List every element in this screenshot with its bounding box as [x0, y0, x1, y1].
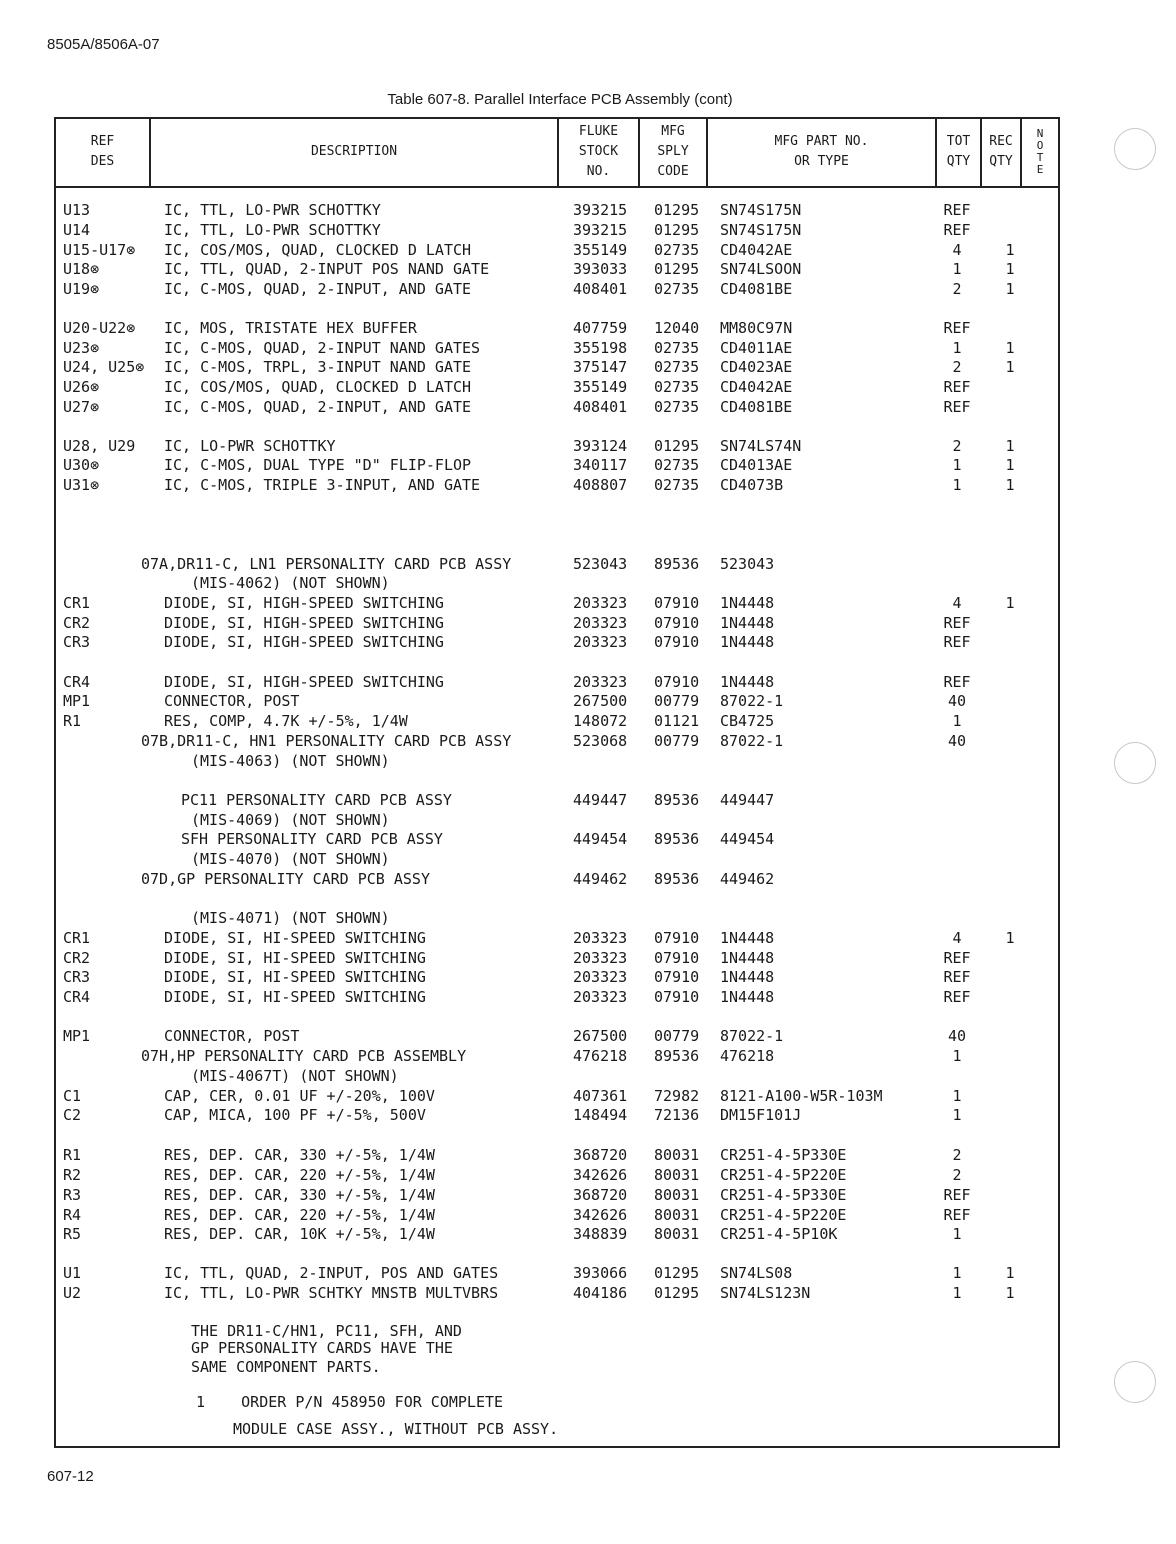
mfg-part-no: 1N4448 [720, 968, 775, 986]
description: RES, DEP. CAR, 220 +/-5%, 1/4W [164, 1166, 435, 1184]
header-ref-des: REF DES [90, 134, 115, 169]
rec-qty: 1 [1005, 456, 1015, 474]
tot-qty: REF [943, 673, 971, 691]
mfg-sply-code: 00779 [654, 692, 700, 710]
tot-qty: 1 [952, 1225, 962, 1243]
mfg-part-no: SN74LSOON [720, 260, 802, 278]
mfg-sply-code: 72136 [654, 1106, 700, 1124]
mfg-sply-code: 07910 [654, 614, 700, 632]
fluke-stock-no: 375147 [573, 358, 628, 376]
description: (MIS-4063) (NOT SHOWN) [191, 752, 390, 770]
tot-qty: REF [943, 1186, 971, 1204]
mfg-part-no: CD4073B [720, 476, 784, 494]
ref-des: R3 [63, 1186, 82, 1204]
mfg-part-no: SN74LS08 [720, 1264, 793, 1282]
description: 07A,DR11-C, LN1 PERSONALITY CARD PCB ASSY [141, 555, 512, 573]
rec-qty: 1 [1005, 929, 1015, 947]
rec-qty: 1 [1005, 1284, 1015, 1302]
description: (MIS-4070) (NOT SHOWN) [191, 850, 390, 868]
rec-qty: 1 [1005, 358, 1015, 376]
mfg-sply-code: 02735 [654, 476, 700, 494]
mfg-sply-code: 80031 [654, 1186, 700, 1204]
description: 07D,GP PERSONALITY CARD PCB ASSY [141, 870, 430, 888]
mfg-part-no: CD4013AE [720, 456, 793, 474]
description: 07B,DR11-C, HN1 PERSONALITY CARD PCB ASSY [141, 732, 512, 750]
description: DIODE, SI, HI-SPEED SWITCHING [164, 988, 426, 1006]
fluke-stock-no: 203323 [573, 968, 628, 986]
description: DIODE, SI, HIGH-SPEED SWITCHING [164, 594, 444, 612]
fluke-stock-no: 203323 [573, 614, 628, 632]
description: RES, COMP, 4.7K +/-5%, 1/4W [164, 712, 408, 730]
ref-des: U24, U25⊗ [63, 358, 145, 376]
header-description: DESCRIPTION [310, 144, 398, 159]
tot-qty: REF [943, 319, 971, 337]
description: IC, C-MOS, QUAD, 2-INPUT, AND GATE [164, 280, 472, 298]
mfg-part-no: SN74LS74N [720, 437, 802, 455]
mfg-part-no: CB4725 [720, 712, 775, 730]
mfg-sply-code: 89536 [654, 830, 700, 848]
ref-des: U14 [63, 221, 91, 239]
mfg-sply-code: 00779 [654, 1027, 700, 1045]
ref-des: CR4 [63, 988, 91, 1006]
mfg-sply-code: 07910 [654, 988, 700, 1006]
mfg-sply-code: 89536 [654, 555, 700, 573]
description: MODULE CASE ASSY., WITHOUT PCB ASSY. [233, 1420, 559, 1438]
ref-des: U13 [63, 201, 91, 219]
description: GP PERSONALITY CARDS HAVE THE [191, 1339, 453, 1357]
description: THE DR11-C/HN1, PC11, SFH, AND [191, 1322, 462, 1340]
header-tot-qty: TOT QTY [946, 134, 971, 169]
mfg-sply-code: 89536 [654, 870, 700, 888]
mfg-sply-code: 02735 [654, 378, 700, 396]
ref-des: U15-U17⊗ [63, 241, 136, 259]
description: CAP, CER, 0.01 UF +/-20%, 100V [164, 1087, 435, 1105]
rec-qty: 1 [1005, 339, 1015, 357]
fluke-stock-no: 449447 [573, 791, 628, 809]
tot-qty: REF [943, 221, 971, 239]
header-fluke-stock: FLUKE STOCK NO. [578, 124, 619, 179]
description: IC, TTL, QUAD, 2-INPUT, POS AND GATES [164, 1264, 499, 1282]
description: 07H,HP PERSONALITY CARD PCB ASSEMBLY [141, 1047, 467, 1065]
mfg-part-no: CR251-4-5P10K [720, 1225, 838, 1243]
description: SFH PERSONALITY CARD PCB ASSY [181, 830, 443, 848]
fluke-stock-no: 340117 [573, 456, 628, 474]
tot-qty: REF [943, 201, 971, 219]
description: DIODE, SI, HI-SPEED SWITCHING [164, 929, 426, 947]
description: RES, DEP. CAR, 330 +/-5%, 1/4W [164, 1186, 435, 1204]
tot-qty: 40 [947, 692, 967, 710]
mfg-sply-code: 02735 [654, 280, 700, 298]
ref-des: C1 [63, 1087, 82, 1105]
description: DIODE, SI, HIGH-SPEED SWITCHING [164, 614, 444, 632]
mfg-part-no: SN74LS123N [720, 1284, 811, 1302]
fluke-stock-no: 348839 [573, 1225, 628, 1243]
table-frame [54, 117, 1060, 1448]
description: DIODE, SI, HIGH-SPEED SWITCHING [164, 673, 444, 691]
tot-qty: 4 [952, 594, 962, 612]
ref-des: U18⊗ [63, 260, 100, 278]
binder-hole [1114, 742, 1156, 784]
ref-des: CR2 [63, 949, 91, 967]
fluke-stock-no: 342626 [573, 1166, 628, 1184]
description: (MIS-4071) (NOT SHOWN) [191, 909, 390, 927]
tot-qty: 1 [952, 339, 962, 357]
description: RES, DEP. CAR, 10K +/-5%, 1/4W [164, 1225, 435, 1243]
mfg-sply-code: 02735 [654, 358, 700, 376]
fluke-stock-no: 342626 [573, 1206, 628, 1224]
description: IC, C-MOS, TRPL, 3-INPUT NAND GATE [164, 358, 472, 376]
mfg-sply-code: 89536 [654, 1047, 700, 1065]
mfg-part-no: 1N4448 [720, 614, 775, 632]
mfg-sply-code: 07910 [654, 968, 700, 986]
mfg-part-no: CD4023AE [720, 358, 793, 376]
fluke-stock-no: 355149 [573, 241, 628, 259]
tot-qty: 2 [952, 358, 962, 376]
mfg-part-no: SN74S175N [720, 201, 802, 219]
mfg-part-no: 476218 [720, 1047, 775, 1065]
description: DIODE, SI, HIGH-SPEED SWITCHING [164, 633, 444, 651]
fluke-stock-no: 404186 [573, 1284, 628, 1302]
mfg-sply-code: 02735 [654, 398, 700, 416]
mfg-sply-code: 89536 [654, 791, 700, 809]
fluke-stock-no: 393215 [573, 221, 628, 239]
rec-qty: 1 [1005, 594, 1015, 612]
description: IC, TTL, QUAD, 2-INPUT POS NAND GATE [164, 260, 490, 278]
description: IC, C-MOS, QUAD, 2-INPUT NAND GATES [164, 339, 481, 357]
fluke-stock-no: 523043 [573, 555, 628, 573]
ref-des: CR3 [63, 968, 91, 986]
description: IC, COS/MOS, QUAD, CLOCKED D LATCH [164, 241, 472, 259]
ref-des: U27⊗ [63, 398, 100, 416]
description: 1 ORDER P/N 458950 FOR COMPLETE [196, 1393, 504, 1411]
fluke-stock-no: 267500 [573, 1027, 628, 1045]
ref-des: U19⊗ [63, 280, 100, 298]
rec-qty: 1 [1005, 1264, 1015, 1282]
tot-qty: 4 [952, 241, 962, 259]
fluke-stock-no: 408401 [573, 280, 628, 298]
ref-des: R4 [63, 1206, 82, 1224]
rec-qty: 1 [1005, 476, 1015, 494]
tot-qty: 1 [952, 260, 962, 278]
mfg-part-no: 8121-A100-W5R-103M [720, 1087, 883, 1105]
mfg-sply-code: 02735 [654, 456, 700, 474]
description: IC, LO-PWR SCHOTTKY [164, 437, 336, 455]
mfg-sply-code: 07910 [654, 594, 700, 612]
fluke-stock-no: 407759 [573, 319, 628, 337]
fluke-stock-no: 449462 [573, 870, 628, 888]
fluke-stock-no: 408401 [573, 398, 628, 416]
description: RES, DEP. CAR, 330 +/-5%, 1/4W [164, 1146, 435, 1164]
mfg-sply-code: 00779 [654, 732, 700, 750]
mfg-part-no: 523043 [720, 555, 775, 573]
fluke-stock-no: 393124 [573, 437, 628, 455]
fluke-stock-no: 203323 [573, 673, 628, 691]
description: (MIS-4067T) (NOT SHOWN) [191, 1067, 399, 1085]
description: DIODE, SI, HI-SPEED SWITCHING [164, 949, 426, 967]
ref-des: C2 [63, 1106, 82, 1124]
ref-des: R2 [63, 1166, 82, 1184]
mfg-part-no: 87022-1 [720, 1027, 784, 1045]
fluke-stock-no: 148494 [573, 1106, 628, 1124]
tot-qty: REF [943, 968, 971, 986]
mfg-part-no: 1N4448 [720, 673, 775, 691]
description: PC11 PERSONALITY CARD PCB ASSY [181, 791, 452, 809]
mfg-sply-code: 80031 [654, 1146, 700, 1164]
header-mfg-sply: MFG SPLY CODE [657, 124, 689, 179]
tot-qty: REF [943, 949, 971, 967]
tot-qty: 4 [952, 929, 962, 947]
page-number: 607-12 [47, 1468, 94, 1485]
binder-hole [1114, 128, 1156, 170]
fluke-stock-no: 393033 [573, 260, 628, 278]
rec-qty: 1 [1005, 437, 1015, 455]
mfg-part-no: CD4042AE [720, 241, 793, 259]
ref-des: U2 [63, 1284, 82, 1302]
ref-des: CR4 [63, 673, 91, 691]
tot-qty: 1 [952, 712, 962, 730]
tot-qty: REF [943, 378, 971, 396]
description: CAP, MICA, 100 PF +/-5%, 500V [164, 1106, 426, 1124]
mfg-sply-code: 02735 [654, 241, 700, 259]
mfg-sply-code: 01295 [654, 201, 700, 219]
description: IC, TTL, LO-PWR SCHOTTKY [164, 201, 381, 219]
mfg-sply-code: 01295 [654, 1264, 700, 1282]
mfg-sply-code: 01295 [654, 260, 700, 278]
header-mfg-part: MFG PART NO. OR TYPE [774, 134, 869, 169]
mfg-part-no: 1N4448 [720, 929, 775, 947]
description: CONNECTOR, POST [164, 692, 300, 710]
ref-des: MP1 [63, 1027, 91, 1045]
mfg-sply-code: 01295 [654, 1284, 700, 1302]
ref-des: U23⊗ [63, 339, 100, 357]
mfg-part-no: 449454 [720, 830, 775, 848]
mfg-sply-code: 01295 [654, 221, 700, 239]
mfg-part-no: 1N4448 [720, 594, 775, 612]
mfg-part-no: CR251-4-5P330E [720, 1146, 847, 1164]
description: IC, C-MOS, QUAD, 2-INPUT, AND GATE [164, 398, 472, 416]
fluke-stock-no: 203323 [573, 929, 628, 947]
mfg-part-no: SN74S175N [720, 221, 802, 239]
mfg-part-no: DM15F101J [720, 1106, 802, 1124]
description: IC, TTL, LO-PWR SCHOTTKY [164, 221, 381, 239]
mfg-sply-code: 12040 [654, 319, 700, 337]
binder-hole [1114, 1361, 1156, 1403]
tot-qty: 2 [952, 280, 962, 298]
fluke-stock-no: 355198 [573, 339, 628, 357]
description: SAME COMPONENT PARTS. [191, 1358, 381, 1376]
ref-des: R1 [63, 1146, 82, 1164]
tot-qty: REF [943, 398, 971, 416]
fluke-stock-no: 368720 [573, 1146, 628, 1164]
rec-qty: 1 [1005, 260, 1015, 278]
fluke-stock-no: 368720 [573, 1186, 628, 1204]
tot-qty: 1 [952, 456, 962, 474]
ref-des: U30⊗ [63, 456, 100, 474]
tot-qty: 1 [952, 1087, 962, 1105]
fluke-stock-no: 393215 [573, 201, 628, 219]
ref-des: U28, U29 [63, 437, 136, 455]
tot-qty: 2 [952, 1166, 962, 1184]
header-note: N O T E [1036, 127, 1044, 176]
mfg-part-no: CD4011AE [720, 339, 793, 357]
mfg-part-no: CR251-4-5P330E [720, 1186, 847, 1204]
mfg-sply-code: 72982 [654, 1087, 700, 1105]
description: IC, MOS, TRISTATE HEX BUFFER [164, 319, 417, 337]
fluke-stock-no: 476218 [573, 1047, 628, 1065]
description: IC, C-MOS, TRIPLE 3-INPUT, AND GATE [164, 476, 481, 494]
tot-qty: REF [943, 1206, 971, 1224]
mfg-sply-code: 07910 [654, 949, 700, 967]
description: (MIS-4062) (NOT SHOWN) [191, 574, 390, 592]
mfg-sply-code: 01121 [654, 712, 700, 730]
mfg-part-no: 449462 [720, 870, 775, 888]
mfg-part-no: CR251-4-5P220E [720, 1166, 847, 1184]
fluke-stock-no: 203323 [573, 633, 628, 651]
tot-qty: REF [943, 633, 971, 651]
table-caption: Table 607-8. Parallel Interface PCB Assembly (cont) [387, 91, 733, 108]
mfg-part-no: CD4081BE [720, 398, 793, 416]
tot-qty: 1 [952, 476, 962, 494]
ref-des: U26⊗ [63, 378, 100, 396]
description: IC, C-MOS, DUAL TYPE "D" FLIP-FLOP [164, 456, 472, 474]
mfg-sply-code: 80031 [654, 1206, 700, 1224]
tot-qty: 1 [952, 1106, 962, 1124]
description: IC, TTL, LO-PWR SCHTKY MNSTB MULTVBRS [164, 1284, 499, 1302]
tot-qty: 40 [947, 732, 967, 750]
fluke-stock-no: 355149 [573, 378, 628, 396]
document-id: 8505A/8506A-07 [47, 36, 160, 53]
ref-des: CR3 [63, 633, 91, 651]
mfg-sply-code: 02735 [654, 339, 700, 357]
tot-qty: 1 [952, 1047, 962, 1065]
tot-qty: 2 [952, 437, 962, 455]
rec-qty: 1 [1005, 241, 1015, 259]
tot-qty: 40 [947, 1027, 967, 1045]
mfg-part-no: 1N4448 [720, 633, 775, 651]
header-rec-qty: REC QTY [989, 134, 1013, 169]
mfg-sply-code: 01295 [654, 437, 700, 455]
ref-des: U31⊗ [63, 476, 100, 494]
fluke-stock-no: 407361 [573, 1087, 628, 1105]
description: (MIS-4069) (NOT SHOWN) [191, 811, 390, 829]
fluke-stock-no: 203323 [573, 594, 628, 612]
mfg-part-no: MM80C97N [720, 319, 793, 337]
mfg-sply-code: 07910 [654, 633, 700, 651]
fluke-stock-no: 449454 [573, 830, 628, 848]
tot-qty: 1 [952, 1264, 962, 1282]
fluke-stock-no: 408807 [573, 476, 628, 494]
mfg-part-no: 449447 [720, 791, 775, 809]
mfg-part-no: CD4042AE [720, 378, 793, 396]
mfg-part-no: 87022-1 [720, 692, 784, 710]
tot-qty: REF [943, 988, 971, 1006]
mfg-part-no: 87022-1 [720, 732, 784, 750]
description: DIODE, SI, HI-SPEED SWITCHING [164, 968, 426, 986]
ref-des: MP1 [63, 692, 91, 710]
mfg-sply-code: 07910 [654, 929, 700, 947]
mfg-part-no: 1N4448 [720, 949, 775, 967]
ref-des: U20-U22⊗ [63, 319, 136, 337]
fluke-stock-no: 393066 [573, 1264, 628, 1282]
rec-qty: 1 [1005, 280, 1015, 298]
ref-des: R5 [63, 1225, 82, 1243]
description: IC, COS/MOS, QUAD, CLOCKED D LATCH [164, 378, 472, 396]
mfg-part-no: 1N4448 [720, 988, 775, 1006]
tot-qty: REF [943, 614, 971, 632]
fluke-stock-no: 203323 [573, 988, 628, 1006]
mfg-sply-code: 07910 [654, 673, 700, 691]
tot-qty: 2 [952, 1146, 962, 1164]
mfg-sply-code: 80031 [654, 1225, 700, 1243]
ref-des: CR1 [63, 929, 91, 947]
fluke-stock-no: 523068 [573, 732, 628, 750]
description: CONNECTOR, POST [164, 1027, 300, 1045]
fluke-stock-no: 203323 [573, 949, 628, 967]
mfg-part-no: CR251-4-5P220E [720, 1206, 847, 1224]
ref-des: CR1 [63, 594, 91, 612]
description: RES, DEP. CAR, 220 +/-5%, 1/4W [164, 1206, 435, 1224]
mfg-part-no: CD4081BE [720, 280, 793, 298]
fluke-stock-no: 267500 [573, 692, 628, 710]
fluke-stock-no: 148072 [573, 712, 628, 730]
ref-des: U1 [63, 1264, 82, 1282]
mfg-sply-code: 80031 [654, 1166, 700, 1184]
ref-des: R1 [63, 712, 82, 730]
tot-qty: 1 [952, 1284, 962, 1302]
ref-des: CR2 [63, 614, 91, 632]
